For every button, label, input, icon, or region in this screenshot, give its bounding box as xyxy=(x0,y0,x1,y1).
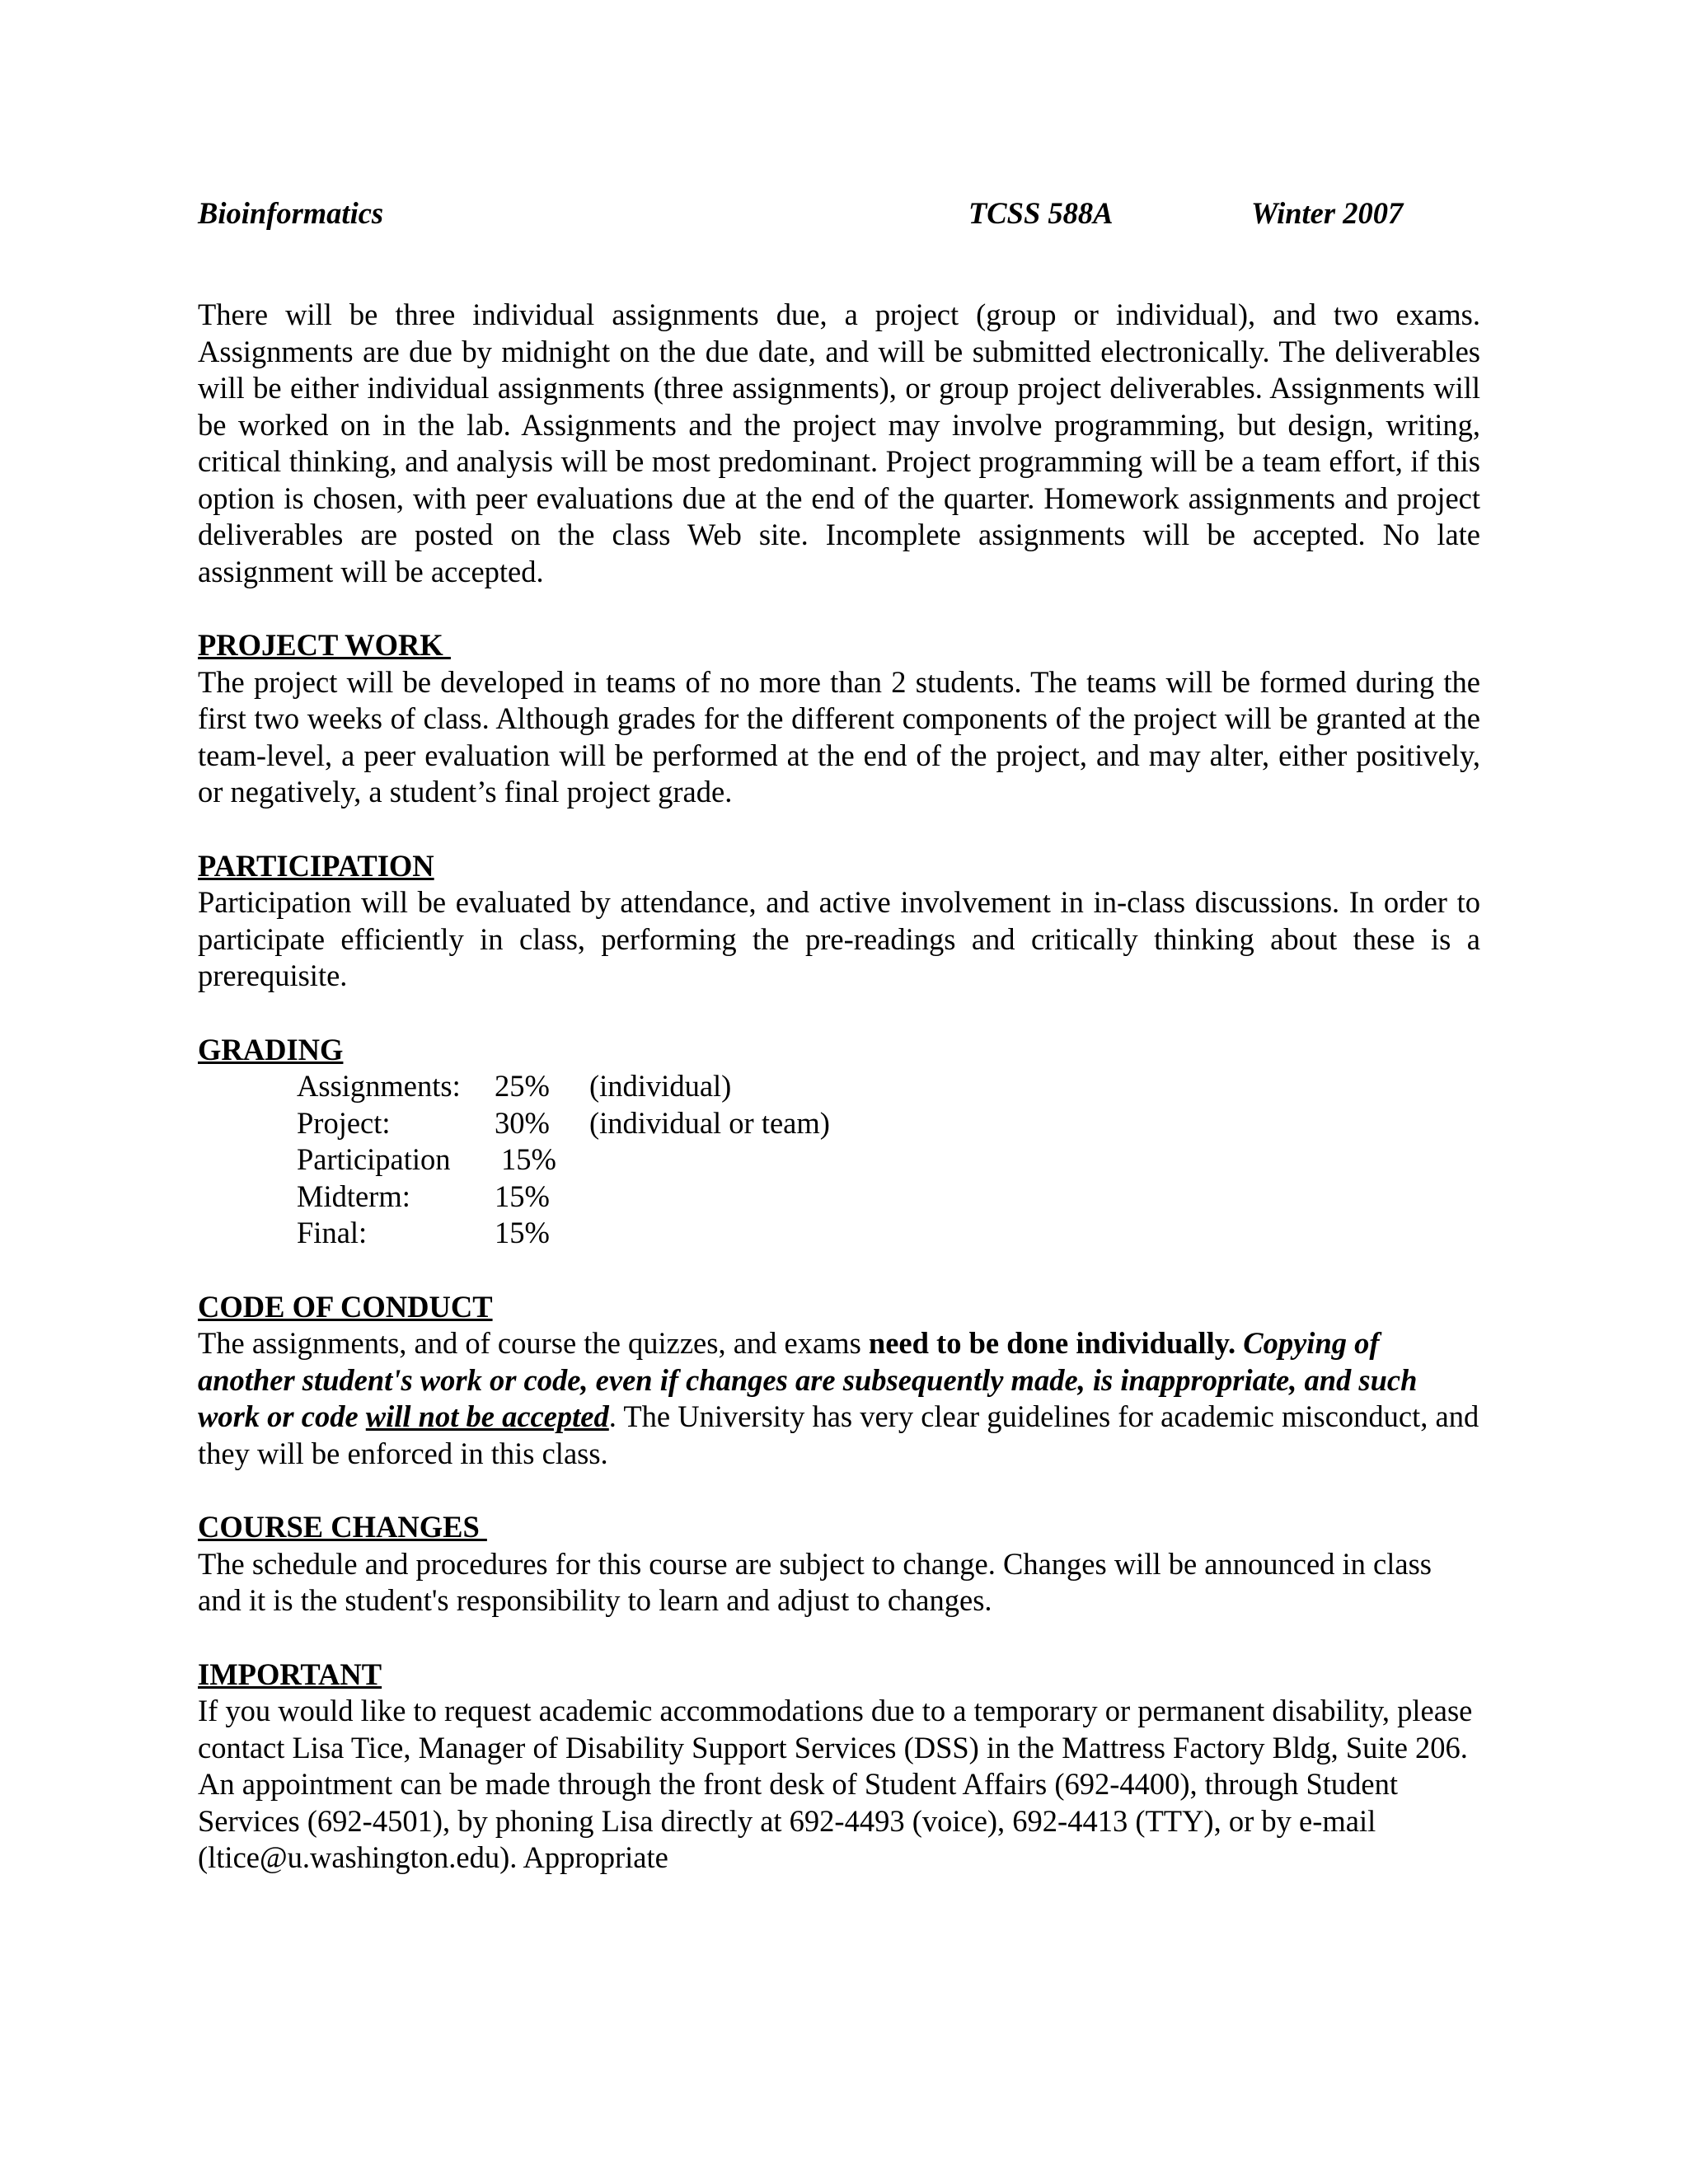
grading-label: Final: xyxy=(297,1216,368,1249)
code-of-conduct-section xyxy=(198,1289,1480,1473)
section-title-project-work: PROJECT WORK xyxy=(198,628,451,662)
conduct-text-2: . The University has very clear guidelines for academic misconduct, and they will be enforced in this class. xyxy=(198,1399,1479,1470)
participation-body: Participation will be evaluated by attendance, and active involvement in in-class discussions. In order to participate efficiently in class, performing the pre-readings and critically thinking about these is a prerequisite. xyxy=(198,885,1480,992)
grading-label: Project: xyxy=(297,1105,391,1140)
grading-percent: 15% xyxy=(495,1179,550,1213)
code-of-conduct-body xyxy=(198,1325,1480,1472)
grading-row xyxy=(297,1141,1480,1179)
grading-note: (individual or team) xyxy=(589,1105,830,1140)
conduct-bold-text: need to be done individually. xyxy=(868,1326,1236,1360)
section-title-course-changes: COURSE CHANGES xyxy=(198,1510,487,1544)
project-work-body: The project will be developed in teams of no more than 2 students. The teams will be formed during the first two weeks of class. Although grades for the different components of the project will be granted at the team-level, a peer evaluation will be performed at the end of the project, and may alter, either positively, or negatively, a student’s final project grade. xyxy=(198,664,1480,808)
participation-section xyxy=(198,848,1480,995)
section-title-code-of-conduct: CODE OF CONDUCT xyxy=(198,1289,493,1324)
grading-section xyxy=(198,1032,1480,1252)
conduct-italic-text: Copying of another student's work or code, even if changes are subsequently made, is inappropriate, and such work or code xyxy=(198,1326,1418,1433)
course-changes-body: The schedule and procedures for this course are subject to change. Changes will be announced in class and it is the student's responsibility to learn and adjust to changes. xyxy=(198,1546,1432,1617)
conduct-text-1: The assignments, and of course the quizzes, and exams xyxy=(198,1326,869,1360)
grading-row xyxy=(297,1068,1480,1105)
grading-note: (individual) xyxy=(589,1069,732,1103)
grading-percent: 25% xyxy=(495,1069,550,1103)
course-changes-section xyxy=(198,1509,1480,1619)
grading-row xyxy=(297,1179,1480,1216)
course-name: Bioinformatics xyxy=(198,196,384,230)
grading-table xyxy=(297,1068,1480,1252)
grading-label: Participation xyxy=(297,1142,451,1176)
grading-percent: 15% xyxy=(501,1142,556,1176)
section-title-important: IMPORTANT xyxy=(198,1657,382,1691)
grading-percent: 30% xyxy=(495,1105,550,1140)
important-section xyxy=(198,1657,1480,1877)
document-header xyxy=(198,195,1480,232)
course-code: TCSS 588A xyxy=(968,196,1114,230)
intro-paragraph: There will be three individual assignments due, a project (group or individual), and two exams. Assignments are due by midnight on the due date, and will be submitted electronically. The deliverables will be either individual assignments (three assignments), or group project deliverables. Assignments will be worked on in the lab. Assignments and the project may involve programming, but design, writing, critical thinking, and analysis will be most predominant. Project programming will be a team effort, if this option is chosen, with peer evaluations due at the end of the quarter. Homework assignments and project deliverables are posted on the class Web site. Incomplete assignments will be accepted. No late assignment will be accepted. xyxy=(198,298,1480,588)
section-title-grading: GRADING xyxy=(198,1032,344,1066)
grading-label: Assignments: xyxy=(297,1069,461,1103)
grading-row xyxy=(297,1215,1480,1252)
conduct-not-accepted: will not be accepted xyxy=(365,1399,609,1433)
grading-label: Midterm: xyxy=(297,1179,410,1213)
grading-row xyxy=(297,1105,1480,1142)
syllabus-page xyxy=(198,195,1480,1877)
grading-percent: 15% xyxy=(495,1216,550,1249)
project-work-section xyxy=(198,627,1480,811)
course-term: Winter 2007 xyxy=(1251,196,1404,230)
important-body: If you would like to request academic accommodations due to a temporary or permanent disability, please contact Lisa Tice, Manager of Disability Support Services (DSS) in the Mattress Factory Bldg, Suite 206. An appointment can be made through the front desk of Student Affairs (692-4400), through Student Services (692-4501), by phoning Lisa directly at 692-4493 (voice), 692-4413 (TTY), or by e-mail (ltice@u.washington.edu). Appropriate xyxy=(198,1694,1473,1874)
section-title-participation: PARTICIPATION xyxy=(198,848,434,883)
